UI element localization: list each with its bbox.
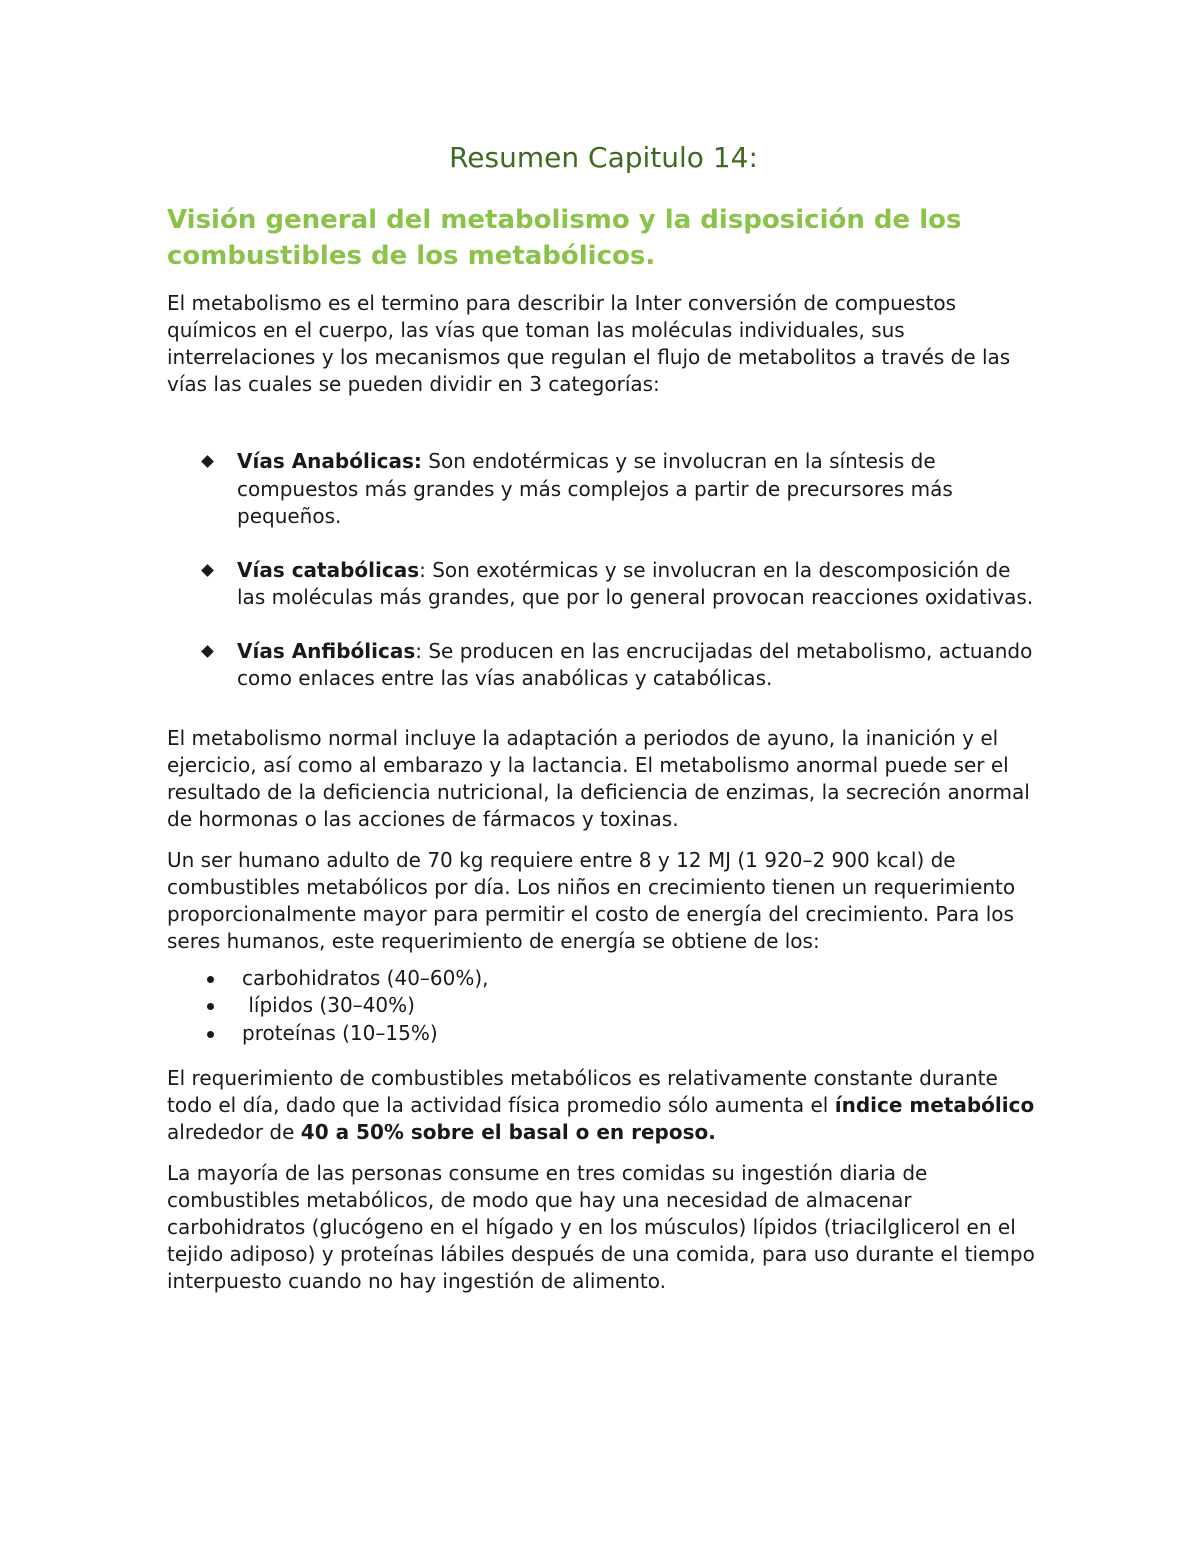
normal-metabolism-paragraph: El metabolismo normal incluye la adaptación a periodos de ayuno, la inanición y el ejercicio, así como al embarazo y la lactancia. El metabolismo anormal puede ser el resultado de la deficiencia nutricional, la deficiencia de enzimas, la secreción anormal de hormonas o las acciones de fármacos y toxinas. [167,725,1030,831]
pathway-description: : Son exotérmicas y se involucran en la descomposición de las moléculas más grandes, que por lo general provocan reacciones oxidativas. [237,557,1034,609]
pathway-term: Vías Anabólicas: [237,449,422,473]
requirement-paragraph [167,1065,1040,1146]
fuel-source-list [167,965,1040,1048]
fuel-source: proteínas (10–15%) [242,1020,438,1045]
pathway-description: Son endotérmicas y se involucran en la síntesis de compuestos más grandes y más complejos a partir de precursores más pequeños. [237,449,953,528]
diamond-bullet-icon [201,645,214,658]
requirement-text: El requerimiento de combustibles metabólicos es relativamente constante durante todo el día, dado que la actividad física promedio sólo aumenta el [167,1066,998,1117]
diamond-bullet-icon [201,455,214,468]
list-item [167,965,1040,993]
fuel-source: carbohidratos (40–60%), [242,965,489,990]
energy-requirement-paragraph: Un ser humano adulto de 70 kg requiere entre 8 y 12 MJ (1 920–2 900 kcal) de combustibles metabólicos por día. Los niños en crecimiento tienen un requerimiento proporcionalmente mayor para permitir el costo de energía del crecimiento. Para los seres humanos, este requerimiento de energía se obtiene de los: [167,847,1016,953]
bullet-icon [207,1031,214,1038]
intro-paragraph: El metabolismo es el termino para describir la Inter conversión de compuestos químicos en el cuerpo, las vías que toman las moléculas individuales, sus interrelaciones y los mecanismos que regulan el flujo de metabolitos a través de las vías las cuales se pueden dividir en 3 categorías: [167,291,1011,396]
bullet-icon [207,1003,214,1010]
pathway-list [167,448,1040,693]
list-item [167,638,1040,693]
list-item [167,992,1040,1020]
basal-increase-text: 40 a 50% sobre el basal o en reposo. [300,1120,716,1144]
pathway-term: Vías Anfibólicas [237,638,416,663]
requirement-text: alrededor de [167,1120,301,1144]
fuel-source: lípidos (30–40%) [242,993,415,1017]
storage-paragraph: La mayoría de las personas consume en tres comidas su ingestión diaria de combustibles metabólicos, de modo que hay una necesidad de almacenar carbohidratos (glucógeno en el hígado y en los músculos) lípidos (triacilglicerol en el tejido adiposo) y proteínas lábiles después de una comida, para uso durante el tiempo interpuesto cuando no hay ingestión de alimento. [167,1161,1035,1293]
bullet-icon [207,976,214,983]
list-item [167,557,1040,612]
list-item [167,1020,1040,1048]
pathway-description: : Se producen en las encrucijadas del metabolismo, actuando como enlaces entre las vías anabólicas y catabólicas. [237,638,1033,690]
metabolic-index-term: índice metabólico [834,1093,1035,1117]
diamond-bullet-icon [201,564,214,577]
pathway-term: Vías catabólicas [237,557,420,582]
page-title: Resumen Capitulo 14: [449,141,758,174]
list-item [167,448,1040,531]
section-heading: Visión general del metabolismo y la disposición de los combustibles de los metabólicos. [167,205,962,271]
